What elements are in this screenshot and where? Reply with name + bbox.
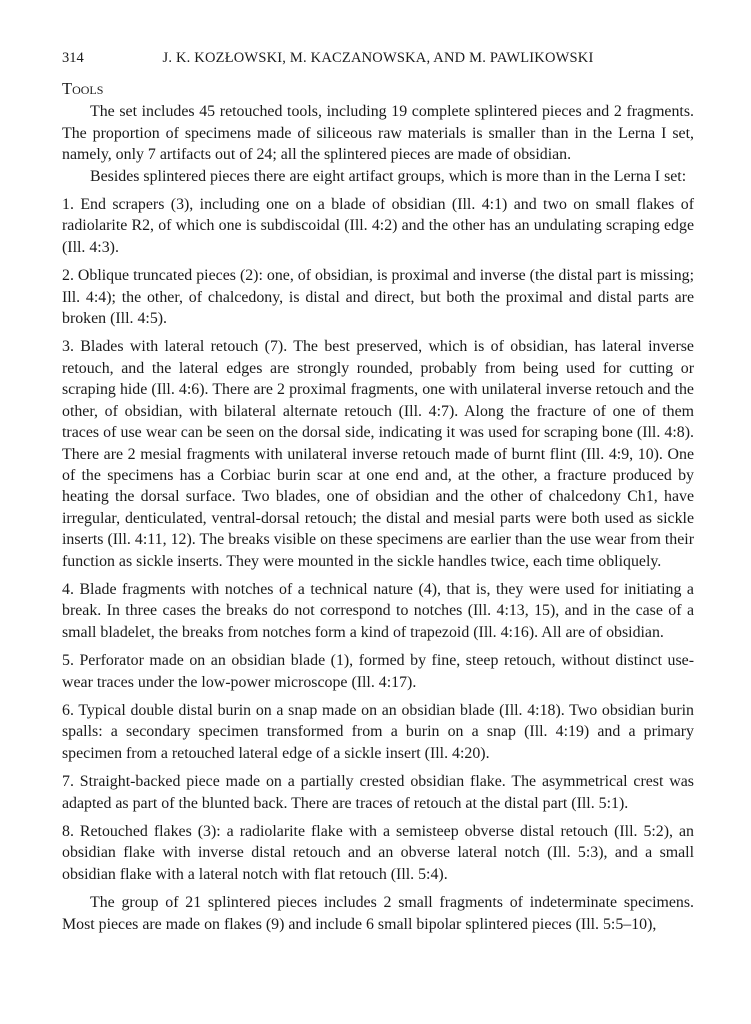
page-number: 314: [62, 50, 84, 66]
intro-paragraph-2: Besides splintered pieces there are eight artifact groups, which is more than in the Lerna I set:: [90, 167, 687, 185]
list-item-perforator: 5. Perforator made on an obsidian blade (1), formed by fine, steep retouch, without distinct use-wear traces under the low-power microscope (Ill. 4:17).: [62, 652, 694, 691]
list-item-burin: 6. Typical double distal burin on a snap made on an obsidian blade (Ill. 4:18). Two obsidian burin spalls: a secondary specimen transformed from a burin on a snap (Ill. 4:19) and a primary specimen from a retouched lateral edge of a sickle insert (Ill. 4:20).: [62, 701, 694, 762]
list-item-end-scrapers: 1. End scrapers (3), including one on a blade of obsidian (Ill. 4:1) and two on small flakes of radiolarite R2, of which one is subdiscoidal (Ill. 4:2) and the other has an undulating scraping edge (Ill. 4:3).: [62, 196, 694, 256]
list-item-notched-blades: 4. Blade fragments with notches of a technical nature (4), that is, they were used for initiating a break. In three cases the breaks do not correspond to notches (Ill. 4:13, 15), and in the case of a small bladelet, the breaks from notches form a kind of trapezoid (Ill. 4:16). All are of obsidian.: [62, 580, 694, 641]
page: [62, 48, 694, 935]
section-title: Tools: [62, 79, 104, 98]
list-item-retouched-flakes: 8. Retouched flakes (3): a radiolarite flake with a semisteep obverse distal retouch (Ill. 5:2), an obsidian flake with inverse distal retouch and an obverse lateral notch (Ill. 5:3), and a small obsidian flake with a lateral notch with flat retouch (Ill. 5:4).: [62, 823, 694, 883]
page-header: [62, 48, 694, 74]
running-head: J. K. KOZŁOWSKI, M. KACZANOWSKA, AND M. PAWLIKOWSKI: [162, 50, 594, 66]
list-item-straight-backed: 7. Straight-backed piece made on a partially crested obsidian flake. The asymmetrical crest was adapted as part of the blunted back. There are traces of retouch at the distal part (Ill. 5:1).: [62, 773, 694, 812]
closing-paragraph: The group of 21 splintered pieces includes 2 small fragments of indeterminate specimens. Most pieces are made on flakes (9) and include 6 small bipolar splintered pieces (Ill. 5:5–10),: [62, 894, 694, 933]
list-item-lateral-retouch: 3. Blades with lateral retouch (7). The best preserved, which is of obsidian, has lateral inverse retouch, and the lateral edges are strongly rounded, probably from being used for cutting or scraping hide (Ill. 4:6). There are 2 proximal fragments, one with unilateral inverse retouch and the other, of obsidian, with bilateral alternate retouch (Ill. 4:7). Along the fracture of one of them traces of use wear can be seen on the dorsal side, indicating it was used for scraping bone (Ill. 4:8). There are 2 mesial fragments with unilateral inverse retouch made of burnt flint (Ill. 4:9, 10). One of the specimens has a Corbiac burin scar at one end and, at the other, a fracture produced by heating the dorsal surface. Two blades, one of obsidian and the other of chalcedony Ch1, have irregular, denticulated, ventral-dorsal retouch; the distal and mesial parts were both used as sickle inserts (Ill. 4:11, 12). The breaks visible on these specimens are earlier than the use wear from their function as sickle inserts. They were mounted in the sickle handles twice, each time obliquely.: [62, 338, 694, 570]
intro-paragraph-1: The set includes 45 retouched tools, including 19 complete splintered pieces and 2 fragments. The proportion of specimens made of siliceous raw materials is smaller than in the Lerna I set, namely, only 7 artifacts out of 24; all the splintered pieces are made of obsidian.: [62, 103, 694, 164]
list-item-oblique-truncated: 2. Oblique truncated pieces (2): one, of obsidian, is proximal and inverse (the distal part is missing; Ill. 4:4); the other, of chalcedony, is distal and direct, but both the proximal and distal parts are broken (Ill. 4:5).: [62, 267, 694, 328]
